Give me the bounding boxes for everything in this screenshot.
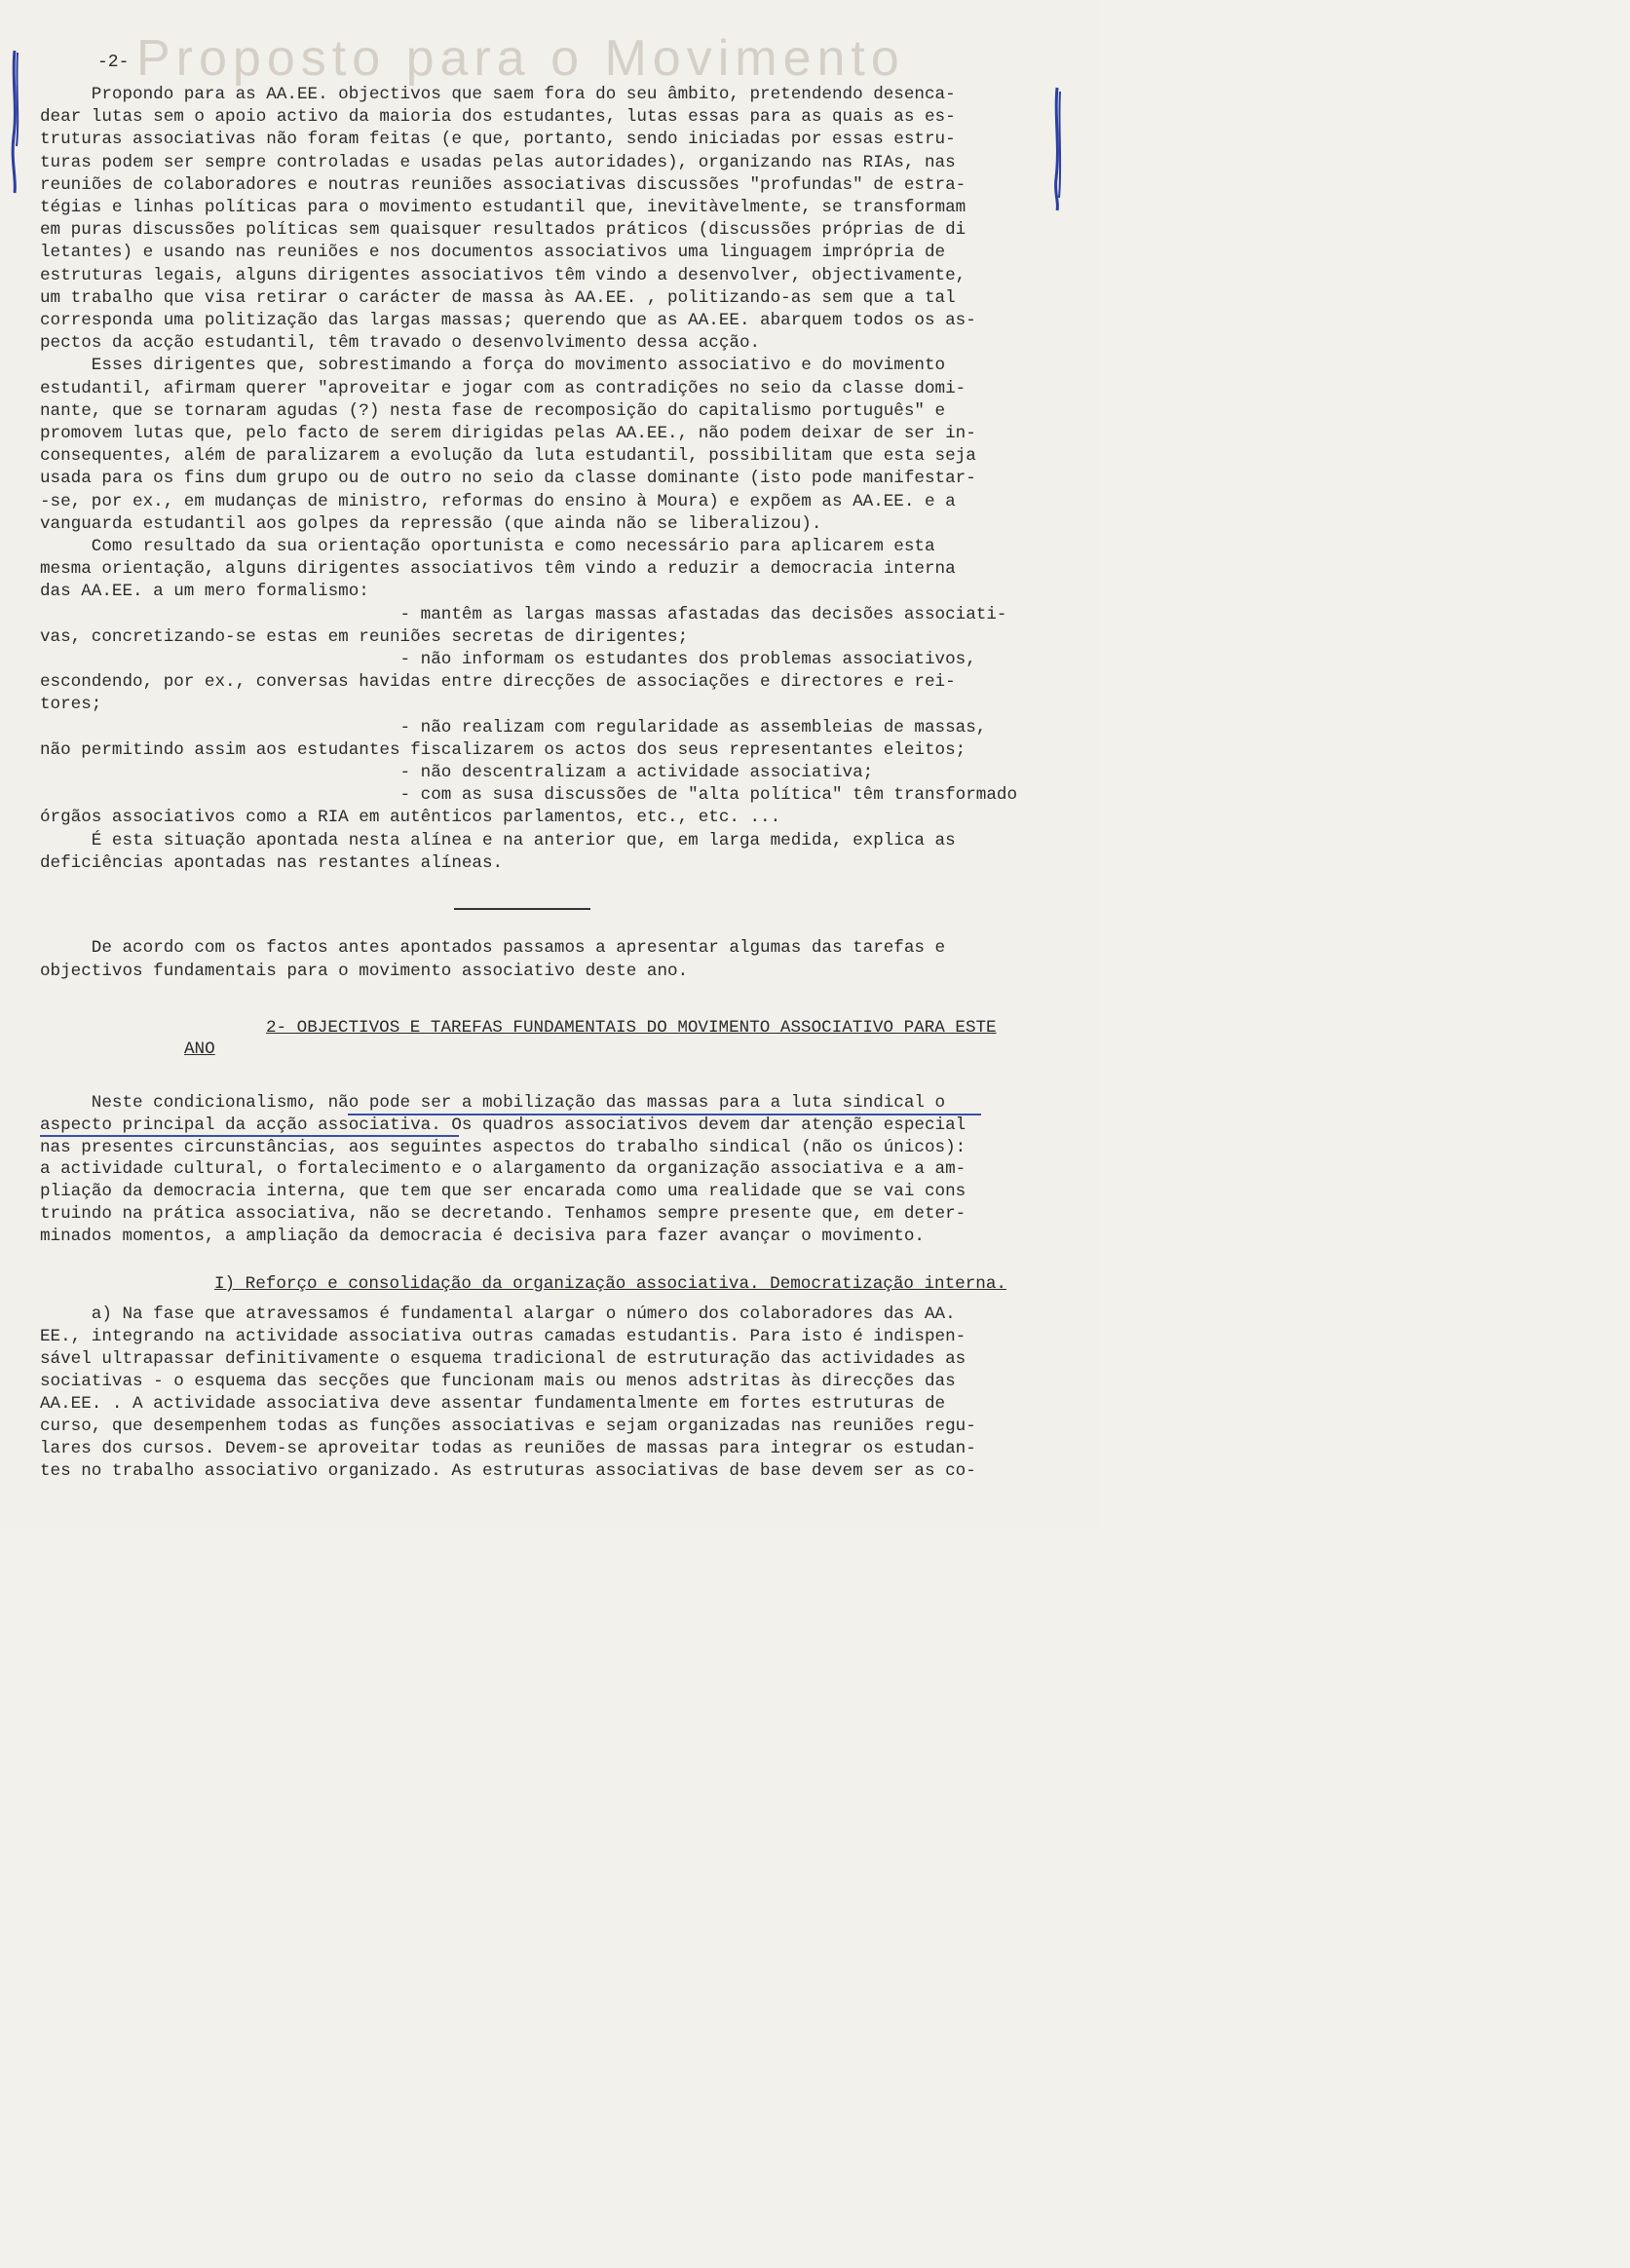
text-line: não permitindo assim aos estudantes fiscalizarem os actos dos seus representantes eleitos; <box>40 739 967 760</box>
text-line: AA.EE. . A actividade associativa deve assentar fundamentalmente em fortes estruturas de <box>40 1394 946 1414</box>
text-line: minados momentos, a ampliação da democracia é decisiva para fazer avançar o movimento. <box>40 1226 925 1246</box>
text-line: aspecto principal da acção associativa. Os quadros associativos devem dar atenção especial <box>40 1115 967 1135</box>
text-line: pliação da democracia interna, que tem que ser encarada como uma realidade que se vai cons <box>40 1182 967 1202</box>
text-line: reuniões de colaboradores e noutras reuniões associativas discussões "profundas" de estra- <box>40 174 967 195</box>
text-line: sociativas - o esquema das secções que funcionam mais ou menos adstritas às direcções das <box>40 1372 956 1391</box>
text-line: sável ultrapassar definitivamente o esquema tradicional de estruturação das actividades as <box>40 1349 967 1369</box>
blue-ink-margin-mark-left <box>8 49 21 195</box>
document-page <box>0 0 1099 1528</box>
text-line: nante, que se tornaram agudas (?) nesta fase de recomposição do capitalismo português" e <box>40 400 946 421</box>
text-line: EE., integrando na actividade associativa outras camadas estudantis. Para isto é indispen- <box>40 1327 967 1346</box>
text-line: - não descentralizam a actividade associativa; <box>40 763 874 782</box>
text-line: - com as susa discussões de "alta política" têm transformado <box>40 785 1018 806</box>
text-line: -se, por ex., em mudanças de ministro, reformas do ensino à Moura) e expõem as AA.EE. e a <box>40 491 956 511</box>
text-line: turas podem ser sempre controladas e usadas pelas autoridades), organizando nas RIAs, nas <box>40 152 956 172</box>
page-number: -2- <box>97 53 130 72</box>
text-line: De acordo com os factos antes apontados passamos a apresentar algumas das tarefas e <box>40 938 946 958</box>
text-line: estudantil, afirmam querer "aproveitar e jogar com as contradições no seio da classe domi- <box>40 378 967 398</box>
text-line: Neste condicionalismo, não pode ser a mobilização das massas para a luta sindical o <box>40 1093 946 1113</box>
text-line: mesma orientação, alguns dirigentes associativos têm vindo a reduzir a democracia interna <box>40 559 956 580</box>
text-line: objectivos fundamentais para o movimento associativo deste ano. <box>40 962 689 981</box>
text-line: curso, que desempenhem todas as funções associativas e sejam organizadas nas reuniões regu- <box>40 1417 976 1436</box>
text-line: - não realizam com regularidade as assembleias de massas, <box>40 717 987 737</box>
text-line: promovem lutas que, pelo facto de serem dirigidas pelas AA.EE., não podem deixar de ser in- <box>40 424 976 443</box>
text-line: lares dos cursos. Devem-se aproveitar todas as reuniões de massas para integrar os estudan- <box>40 1439 976 1458</box>
text-line: órgãos associativos como a RIA em autênticos parlamentos, etc., etc. ... <box>40 808 781 828</box>
text-line: deficiências apontadas nas restantes alíneas. <box>40 852 504 873</box>
text-line: nas presentes circunstâncias, aos seguintes aspectos do trabalho sindical (não os únicos): <box>40 1137 967 1157</box>
text-line: - mantêm as largas massas afastadas das decisões associati- <box>40 604 1007 624</box>
section-heading-line1: 2- OBJECTIVOS E TAREFAS FUNDAMENTAIS DO MOVIMENTO ASSOCIATIVO PARA ESTE <box>266 1018 997 1038</box>
handwritten-underline-1 <box>348 1114 981 1115</box>
text-line: um trabalho que visa retirar o carácter de massa às AA.EE. , politizando-as sem que a tal <box>40 287 956 308</box>
text-line: consequentes, além de paralizarem a evolução da luta estudantil, possibilitam que esta seja <box>40 446 976 467</box>
text-line: - não informam os estudantes dos problemas associativos, <box>40 650 976 669</box>
subheading: I) Reforço e consolidação da organização associativa. Democratização interna. <box>214 1274 1006 1294</box>
text-line: truindo na prática associativa, não se decretando. Tenhamos sempre presente que, em deter- <box>40 1204 967 1224</box>
text-line: dear lutas sem o apoio activo da maioria dos estudantes, lutas essas para as quais as es- <box>40 107 956 128</box>
text-line: das AA.EE. a um mero formalismo: <box>40 582 369 602</box>
text-line: Propondo para as AA.EE. objectivos que saem fora do seu âmbito, pretendendo desenca- <box>40 85 956 104</box>
text-line: corresponda uma politização das largas massas; querendo que as AA.EE. abarquem todos os as- <box>40 311 976 330</box>
text-line: letantes) e usando nas reuniões e nos documentos associativos uma linguagem imprópria de <box>40 243 946 263</box>
text-line: vanguarda estudantil aos golpes da repressão (que ainda não se liberalizou). <box>40 513 822 534</box>
text-line: Esses dirigentes que, sobrestimando a força do movimento associativo e do movimento <box>40 356 946 376</box>
text-line: a) Na fase que atravessamos é fundamental alargar o número dos colaboradores das AA. <box>40 1304 956 1324</box>
text-line: tores; <box>40 695 102 715</box>
text-line: estruturas legais, alguns dirigentes associativos têm vindo a desenvolver, objectivamente, <box>40 265 967 285</box>
text-line: tes no trabalho associativo organizado. As estruturas associativas de base devem ser as co- <box>40 1461 976 1481</box>
section-divider <box>454 908 590 910</box>
blue-ink-margin-mark-right <box>1048 86 1066 212</box>
text-line: em puras discussões políticas sem quaisquer resultados práticos (discussões próprias de di <box>40 220 967 241</box>
text-line: Como resultado da sua orientação oportunista e como necessário para aplicarem esta <box>40 537 935 556</box>
text-line: É esta situação apontada nesta alínea e na anterior que, em larga medida, explica as <box>40 830 956 850</box>
text-line: truturas associativas não foram feitas (e que, portanto, sendo iniciadas por essas estru- <box>40 130 956 150</box>
section-heading-line2: ANO <box>184 1040 215 1059</box>
text-line: pectos da acção estudantil, têm travado o desenvolvimento dessa acção. <box>40 333 761 354</box>
text-line: usada para os fins dum grupo ou de outro no seio da classe dominante (isto pode manifestar- <box>40 469 976 489</box>
text-line: a actividade cultural, o fortalecimento e o alargamento da organização associativa e a am- <box>40 1159 967 1180</box>
bleed-through-text: Proposto para o Movimento <box>136 30 905 87</box>
text-line: escondendo, por ex., conversas havidas entre direcções de associações e directores e rei- <box>40 672 956 693</box>
text-line: vas, concretizando-se estas em reuniões secretas de dirigentes; <box>40 626 689 647</box>
text-line: tégias e linhas políticas para o movimento estudantil que, inevitàvelmente, se transformam <box>40 198 967 217</box>
handwritten-underline-2 <box>40 1135 459 1137</box>
